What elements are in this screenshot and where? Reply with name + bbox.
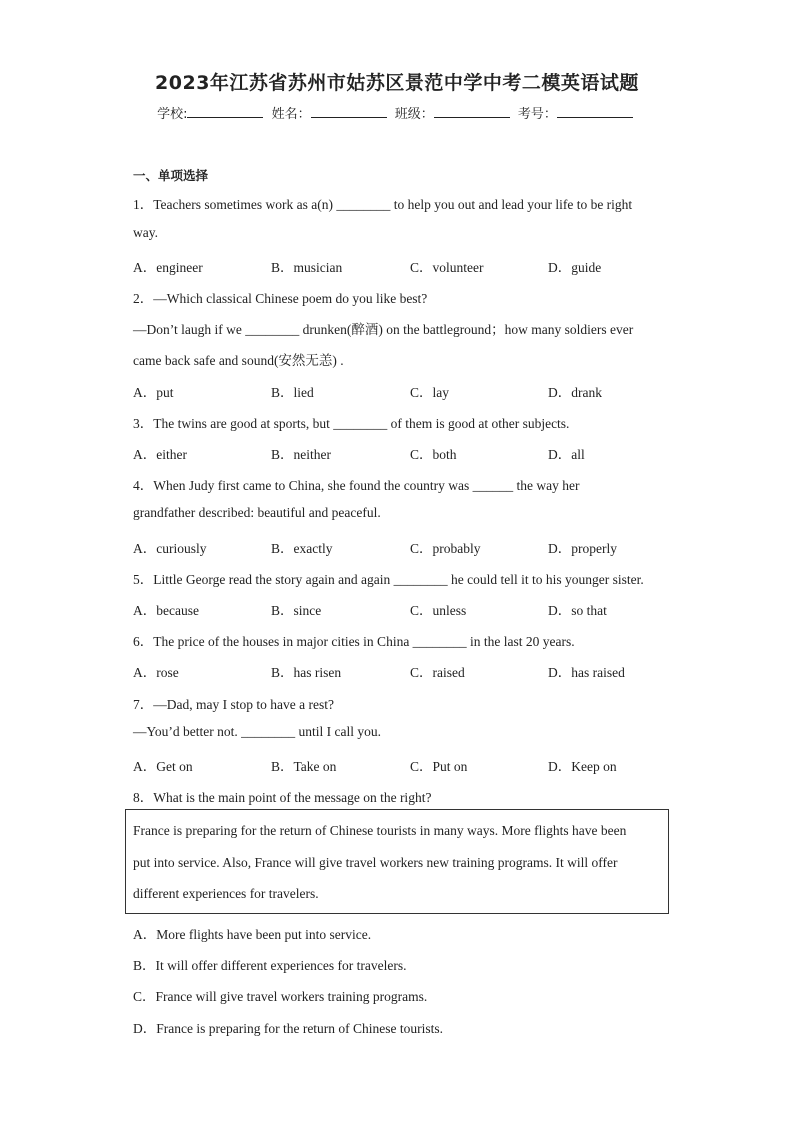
q2-option-d[interactable]: D．drank	[548, 385, 602, 400]
q6-option-d[interactable]: D．has raised	[548, 665, 625, 680]
q1-line-1: 1．Teachers sometimes work as a(n) ________ to help you out and lead your life to be right	[133, 197, 633, 212]
q6-option-c[interactable]: C．raised	[410, 665, 465, 680]
q4-option-b[interactable]: B．exactly	[271, 541, 333, 556]
q7-option-d[interactable]: D．Keep on	[548, 759, 617, 774]
q4-option-a[interactable]: A．curiously	[133, 541, 207, 556]
q3-option-d[interactable]: D．all	[548, 447, 585, 462]
name-label: 姓名：	[271, 107, 311, 122]
message-line-1: France is preparing for the return of Chinese tourists in many ways. More flights have been	[133, 823, 627, 838]
student-info-row	[0, 103, 794, 122]
q7-option-a[interactable]: A．Get on	[133, 759, 193, 774]
page-title: 2023年江苏省苏州市姑苏区景范中学中考二模英语试题	[155, 72, 639, 94]
q5-option-b[interactable]: B．since	[271, 603, 322, 618]
q6-option-a[interactable]: A．rose	[133, 665, 179, 680]
q4-option-c[interactable]: C．probably	[410, 541, 481, 556]
q2-option-b[interactable]: B．lied	[271, 385, 314, 400]
q1-option-c[interactable]: C．volunteer	[410, 260, 484, 275]
q6-option-b[interactable]: B．has risen	[271, 665, 342, 680]
message-line-2: put into service. Also, France will give travel workers new training programs. It will offer	[133, 855, 618, 870]
q5-option-d[interactable]: D．so that	[548, 603, 607, 618]
q8-option-c[interactable]: C．France will give travel workers training programs.	[133, 989, 428, 1004]
q2-line-3: came back safe and sound(安然无恙) .	[133, 353, 344, 368]
q8-question: 8．What is the main point of the message on the right?	[133, 790, 432, 805]
q3-line-1: 3．The twins are good at sports, but ________ of them is good at other subjects.	[133, 416, 570, 431]
q1-option-d[interactable]: D．guide	[548, 260, 602, 275]
section-title: 一、单项选择	[133, 168, 209, 183]
q2-option-c[interactable]: C．lay	[410, 385, 449, 400]
number-blank[interactable]	[557, 105, 633, 118]
q1-line-2: way.	[133, 225, 158, 240]
message-line-3: different experiences for travelers.	[133, 886, 319, 901]
q1-option-a[interactable]: A．engineer	[133, 260, 203, 275]
q4-line-1: 4．When Judy first came to China, she found the country was ______ the way her	[133, 478, 580, 493]
name-blank[interactable]	[311, 105, 387, 118]
school-blank[interactable]	[187, 105, 263, 118]
q2-line-2: —Don’t laugh if we ________ drunken(醉酒) on the battleground；how many soldiers ever	[133, 322, 634, 337]
q5-option-a[interactable]: A．because	[133, 603, 199, 618]
message-box	[125, 809, 669, 914]
class-blank[interactable]	[434, 105, 510, 118]
q8-option-d[interactable]: D．France is preparing for the return of Chinese tourists.	[133, 1021, 444, 1036]
q6-line-1: 6．The price of the houses in major cities in China ________ in the last 20 years.	[133, 634, 575, 649]
q3-option-c[interactable]: C．both	[410, 447, 457, 462]
q8-option-a[interactable]: A．More flights have been put into service.	[133, 927, 372, 942]
q1-option-b[interactable]: B．musician	[271, 260, 343, 275]
q4-line-2: grandfather described: beautiful and peaceful.	[133, 505, 381, 520]
q3-option-a[interactable]: A．either	[133, 447, 187, 462]
q7-line-1: 7．—Dad, may I stop to have a rest?	[133, 697, 334, 712]
q7-line-2: —You’d better not. ________ until I call you.	[133, 724, 381, 739]
q2-line-1: 2．—Which classical Chinese poem do you like best?	[133, 291, 428, 306]
number-label: 考号：	[517, 107, 557, 122]
q4-option-d[interactable]: D．properly	[548, 541, 617, 556]
q7-option-c[interactable]: C．Put on	[410, 759, 468, 774]
q3-option-b[interactable]: B．neither	[271, 447, 331, 462]
q5-option-c[interactable]: C．unless	[410, 603, 467, 618]
class-label: 班级：	[394, 107, 434, 122]
q8-option-b[interactable]: B．It will offer different experiences for travelers.	[133, 958, 407, 973]
school-label: 学校:	[157, 107, 188, 122]
q7-option-b[interactable]: B．Take on	[271, 759, 337, 774]
q2-option-a[interactable]: A．put	[133, 385, 174, 400]
q5-line-1: 5．Little George read the story again and again ________ he could tell it to his younger sister.	[133, 572, 644, 587]
